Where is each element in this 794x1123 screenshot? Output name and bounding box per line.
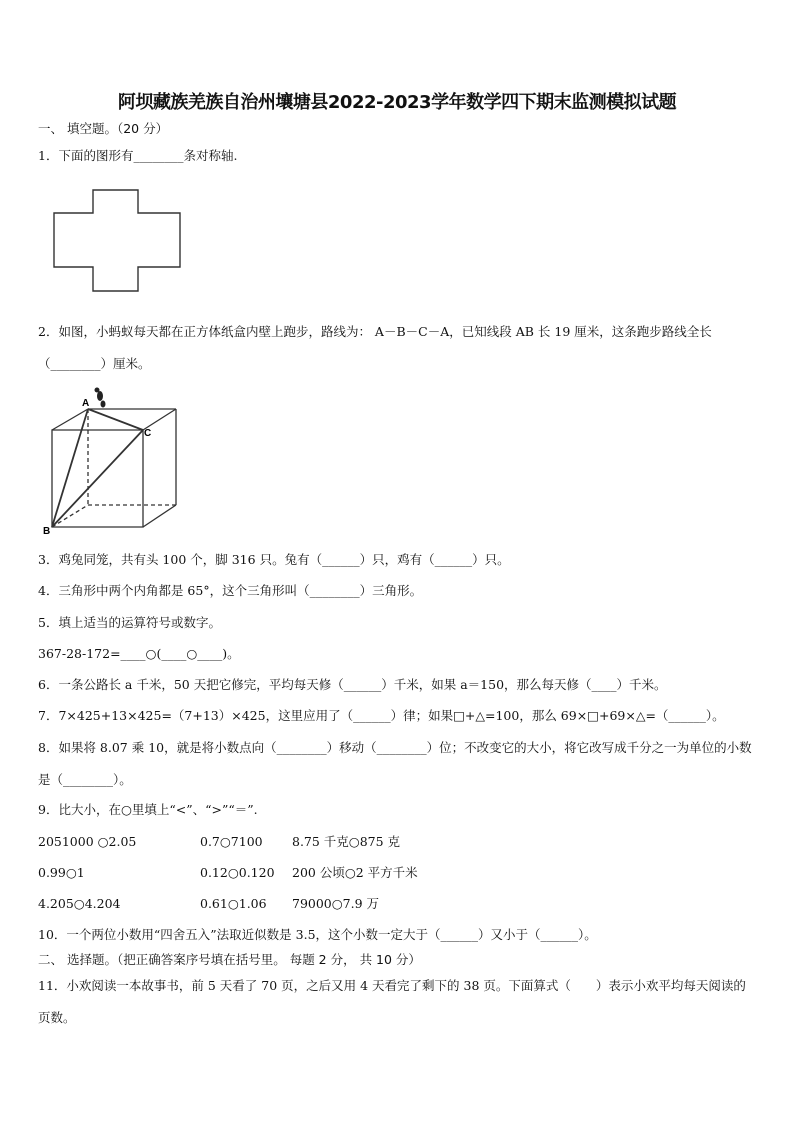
section-2-heading: 二、 选择题。（把正确答案序号填在括号里。 每题 2 分， 共 10 分） (38, 952, 421, 967)
cross-shape-figure (53, 189, 183, 293)
question-2: 2．如图，小蚂蚁每天都在正方体纸盒内壁上跑步，路线为： A－B－C－A，已知线段 AB 长 19 厘米，这条跑步路线全长（________）厘米。 (38, 324, 712, 371)
compare-item: 0.7○7100 (200, 834, 263, 849)
compare-item: 0.12○0.120 (200, 865, 275, 880)
compare-row-3 (38, 896, 380, 912)
compare-row-1 (38, 834, 401, 850)
question-6: 6．一条公路长 a 千米，50 天把它修完，平均每天修（______）千米，如果 a＝150，那么每天修（____）千米。 (38, 677, 667, 692)
compare-item: 2051000 ○2.05 (38, 834, 137, 849)
question-4: 4．三角形中两个内角都是 65°，这个三角形叫（________）三角形。 (38, 583, 423, 598)
question-1: 1．下面的图形有________条对称轴. (38, 148, 238, 163)
section-1-heading: 一、 填空题。（20 分） (38, 121, 169, 136)
compare-item: 79000○7.9 万 (292, 896, 380, 911)
compare-item: 0.99○1 (38, 865, 85, 880)
compare-item: 0.61○1.06 (200, 896, 267, 911)
compare-item: 200 公顷○2 平方千米 (292, 865, 418, 880)
question-9: 9．比大小，在○里填上“<”、“>”“＝”. (38, 802, 258, 817)
vertex-b-label: B (43, 526, 51, 534)
question-10: 10．一个两位小数用“四舍五入”法取近似数是 3.5，这个小数一定大于（______）又小于（______）。 (38, 927, 597, 942)
compare-item: 8.75 千克○875 克 (292, 834, 401, 849)
question-5-expression: 367-28-172=____○(____○____)。 (38, 646, 240, 661)
page-title: 阿坝藏族羌族自治州壤塘县2022-2023学年数学四下期末监测模拟试题 (117, 92, 677, 113)
vertex-a-label: A (82, 398, 90, 409)
compare-item: 4.205○4.204 (38, 896, 121, 911)
question-5: 5．填上适当的运算符号或数字。 (38, 615, 221, 630)
vertex-c-label: C (144, 428, 152, 439)
question-7: 7．7×425+13×425=（7+13）×425，这里应用了（______）律；如果□+△=100，那么 69×□+69×△=（______）。 (38, 708, 725, 723)
ant-icon (95, 388, 106, 408)
question-8: 8．如果将 8.07 乘 10，就是将小数点向（________）移动（________）位；不改变它的大小，将它改写成千分之一为单位的小数是（________）。 (38, 740, 752, 787)
cube-figure (40, 384, 190, 534)
question-3: 3．鸡兔同笼，共有头 100 个，脚 316 只。兔有（______）只，鸡有（______）只。 (38, 552, 510, 567)
question-11: 11．小欢阅读一本故事书，前 5 天看了 70 页，之后又用 4 天看完了剩下的 38 页。下面算式（ ）表示小欢平均每天阅读的页数。 (38, 978, 746, 1025)
compare-row-2 (38, 865, 418, 881)
